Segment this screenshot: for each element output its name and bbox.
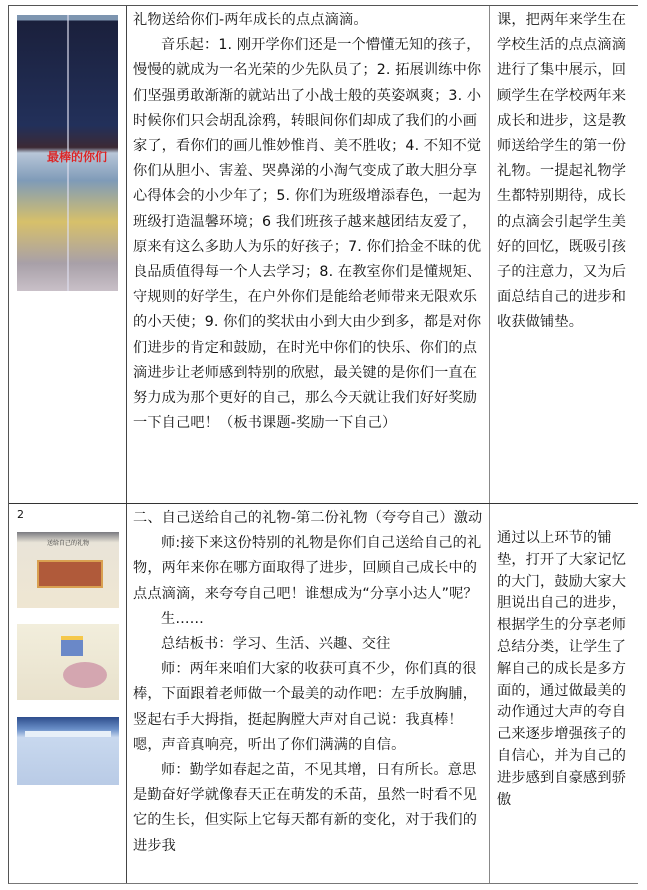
- intent-cell: [490, 6, 638, 503]
- intent-cell: [490, 504, 638, 883]
- lesson-plan-table: [8, 5, 638, 884]
- paragraph: 生……: [161, 610, 205, 627]
- paragraph: 师:接下来这份特别的礼物是你们自己送给自己的礼物，两年来你在哪方面取得了进步，回顾自己成长中的点点滴滴，来夸夸自己吧！谁想成为“分享小达人”呢？: [133, 535, 482, 602]
- photo-collage-image: [17, 15, 118, 291]
- design-intent-text: 通过以上环节的铺垫，打开了大家记忆的大门，鼓励大家大胆说出自己的进步，根据学生的分享老师总结分类，让学生了解自己的成长是多方面的，通过做最美的动作通过大声的夸自己来逐步增强孩子的自信心，并为自己的进步感到自豪感到骄傲: [497, 530, 627, 808]
- slide-bar: [25, 731, 111, 737]
- process-cell: [127, 504, 490, 883]
- slide-image: [17, 717, 119, 785]
- table-row: [9, 6, 638, 504]
- paragraph: 总结板书：学习、生活、兴趣、交往: [161, 636, 391, 653]
- image-cell: [9, 6, 127, 503]
- slide-board: [37, 560, 103, 588]
- table-row: [9, 504, 638, 883]
- slide-image: [17, 624, 119, 700]
- design-intent-text: 课，把两年来学生在学校生活的点点滴滴进行了集中展示，回顾学生在学校两年来成长和进步，这是教师送给学生的第一份礼物。一提起礼物学生都特别期待，成长的点滴会引起学生美好的回忆，既吸引孩子的注意力，又为后面总结自己的进步和收获做铺垫。: [497, 12, 627, 331]
- section-heading: 二、自己送给自己的礼物-第二份礼物（夸夸自己）激动: [133, 510, 483, 526]
- slide-picture: [61, 636, 83, 656]
- slide-title: 送给自己的礼物: [47, 540, 90, 547]
- paragraph: 音乐起：1. 刚开学你们还是一个懵懂无知的孩子，慢慢的就成为一名光荣的少先队员了；2. 拓展训练中你们坚强勇敢渐渐的就站出了小战士般的英姿飒爽；3. 小时候你们只会胡乱涂鸦，转眼间你们却成了我们的小画家了，看你们的画儿惟妙惟肖、美不胜收；4. 不知不觉你们从胆小、害羞、哭鼻涕的小淘气变成了敢大胆分享心得体会的小少年了；5. 你们为班级增添春色，一起为班级打造温馨环境；6 我们班孩子越来越团结友爱了，原来有这么多助人为乐的好孩子；7. 你们拾金不昧的优良品质值得每一个人去学习；8. 在教室你们是懂规矩、守规则的好学生，在户外你们是能给老师带来无限欢乐的小天使；9. 你们的奖状由小到大由少到多，都是对你们进步的肯定和鼓励，在时光中你们的快乐、你们的点滴进步让老师感到特别的欣慰，最关键的是你们一直在努力成为那个更好的自己，那么今天就让我们好好奖励一下自己吧！（板书课题-奖励一下自己）: [133, 37, 482, 432]
- photo-caption: 最棒的你们: [47, 150, 108, 164]
- paragraph: 师：两年来咱们大家的收获可真不少，你们真的很棒，下面跟着老师做一个最美的动作吧：左手放胸脯，竖起右手大拇指，挺起胸膛大声对自己说：我真棒！嗯，声音真响亮，听出了你们满满的自信。: [133, 661, 478, 753]
- slide-image: [17, 532, 119, 608]
- speech-bubble: [63, 662, 107, 688]
- row-number: 2: [17, 508, 24, 521]
- paragraph: 师：勤学如春起之苗，不见其增，日有所长。意思是勤奋好学就像春天正在萌发的禾苗，虽然一时看不见它的生长，但实际上它每天都有新的变化，对于我们的进步我: [133, 762, 478, 854]
- image-cell: [9, 504, 127, 883]
- process-cell: [127, 6, 490, 503]
- paragraph: 礼物送给你们-两年成长的点点滴滴。: [133, 12, 368, 28]
